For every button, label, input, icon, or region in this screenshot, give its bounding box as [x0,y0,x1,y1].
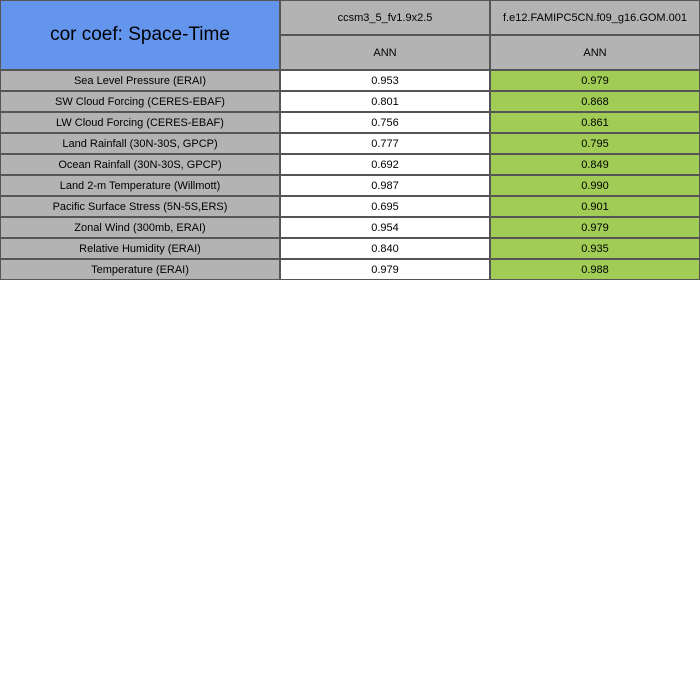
value-cell-case-1: 0.979 [280,259,490,280]
value-cell-case-1: 0.777 [280,133,490,154]
value-cell-case-2: 0.935 [490,238,700,259]
table-row [0,133,700,154]
row-label: LW Cloud Forcing (CERES-EBAF) [0,112,280,133]
row-label: Relative Humidity (ERAI) [0,238,280,259]
value-cell-case-2: 0.861 [490,112,700,133]
table-row [0,154,700,175]
table-row [0,238,700,259]
row-label: Land Rainfall (30N-30S, GPCP) [0,133,280,154]
table-row [0,91,700,112]
table-row [0,196,700,217]
value-cell-case-2: 0.990 [490,175,700,196]
value-cell-case-2: 0.988 [490,259,700,280]
value-cell-case-1: 0.953 [280,70,490,91]
row-label: Pacific Surface Stress (5N-5S,ERS) [0,196,280,217]
column-header-case-1: ccsm3_5_fv1.9x2.5 [280,0,490,35]
value-cell-case-1: 0.695 [280,196,490,217]
row-label: Temperature (ERAI) [0,259,280,280]
value-cell-case-1: 0.987 [280,175,490,196]
table-title: cor coef: Space-Time [0,0,280,70]
value-cell-case-1: 0.692 [280,154,490,175]
value-cell-case-2: 0.901 [490,196,700,217]
table-row [0,259,700,280]
value-cell-case-1: 0.756 [280,112,490,133]
column-header-case-2: f.e12.FAMIPC5CN.f09_g16.GOM.001 [490,0,700,35]
value-cell-case-2: 0.979 [490,70,700,91]
value-cell-case-2: 0.849 [490,154,700,175]
value-cell-case-2: 0.979 [490,217,700,238]
row-label: Zonal Wind (300mb, ERAI) [0,217,280,238]
row-label: Ocean Rainfall (30N-30S, GPCP) [0,154,280,175]
table-row [0,175,700,196]
row-label: Land 2-m Temperature (Willmott) [0,175,280,196]
row-label: SW Cloud Forcing (CERES-EBAF) [0,91,280,112]
column-header-season-2: ANN [490,35,700,70]
value-cell-case-2: 0.795 [490,133,700,154]
value-cell-case-1: 0.954 [280,217,490,238]
table-row [0,70,700,91]
value-cell-case-2: 0.868 [490,91,700,112]
row-label: Sea Level Pressure (ERAI) [0,70,280,91]
table-row [0,112,700,133]
value-cell-case-1: 0.801 [280,91,490,112]
column-header-season-1: ANN [280,35,490,70]
table-row [0,217,700,238]
value-cell-case-1: 0.840 [280,238,490,259]
